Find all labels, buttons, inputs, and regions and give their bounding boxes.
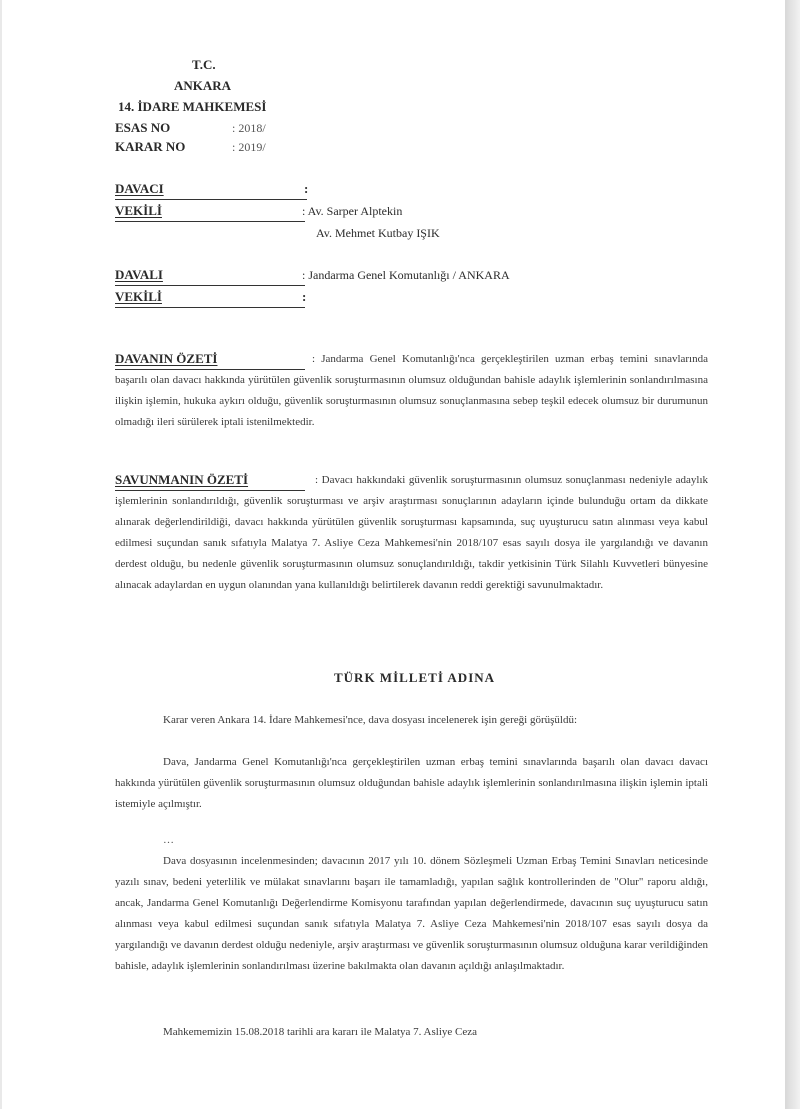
vekili-value-1: : Av. Sarper Alptekin [302, 204, 403, 218]
body-paragraph-4: Mahkememizin 15.08.2018 tarihli ara kararı ile Malatya 7. Asliye Ceza [163, 1026, 478, 1038]
defense-label: SAVUNMANIN ÖZETİ [115, 472, 249, 487]
header-tc: T.C. [192, 57, 216, 72]
body-paragraph-2: Dava, Jandarma Genel Komutanlığı'nca gerçekleştirilen uzman erbaş temini sınavlarında başarılı olan davacı davacı hakkında yürütülen güvenlik soruşturmasının olumsuz olduğundan bahisle adaylık işlemlerinin sonlandırılmasına ilişkin işlemin iptali istemiyle açılmıştır. [115, 756, 708, 810]
vekili-underline [115, 221, 305, 222]
vekili-label: VEKİLİ [115, 203, 162, 218]
body-paragraph-1: Karar veren Ankara 14. İdare Mahkemesi'nce, dava dosyası incelenerek işin gereği görüşüldü: [163, 714, 578, 726]
davali-label: DAVALI [115, 267, 163, 282]
document-page [2, 0, 785, 1109]
summary-text: : Jandarma Genel Komutanlığı'nca gerçekleştirilen uzman erbaş temini sınavlarında başarılı olan davacı hakkında yürütülen güvenlik soruşturmasının olumsuz olduğundan bahisle adaylık işlemlerinin sonlandırılmasına ilişkin işlemin, hukuka aykırı olduğu, güvenlik soruşturmasının olumsuz sonuçlanmasına sebep teşkil edecek olumsuz bir durumunun olmadığı ileri sürülerek iptali istenilmektedir. [115, 353, 708, 428]
body-ellipsis: … [163, 834, 174, 846]
davaci-colon: : [304, 181, 309, 196]
vekili2-underline [115, 307, 305, 308]
vekili-value-2: Av. Mehmet Kutbay IŞIK [316, 226, 440, 240]
davaci-label: DAVACI [115, 181, 164, 196]
davali-value: : Jandarma Genel Komutanlığı / ANKARA [302, 268, 510, 282]
davaci-underline [115, 199, 307, 200]
karar-value: : 2019/ [232, 140, 266, 154]
header-court: 14. İDARE MAHKEMESİ [118, 99, 267, 114]
karar-label: KARAR NO [115, 139, 186, 154]
vekili2-colon: : [302, 289, 307, 304]
esas-label: ESAS NO [115, 120, 171, 135]
summary-label: DAVANIN ÖZETİ [115, 351, 218, 366]
header-city: ANKARA [174, 78, 232, 93]
page-edge-shadow [785, 0, 800, 1109]
davali-underline [115, 285, 305, 286]
defense-text: : Davacı hakkındaki güvenlik soruşturmasının olumsuz sonuçlanması nedeniyle adaylık işlemlerinin sonlandırıldığı, güvenlik soruşturması ve arşiv araştırması sonuçlarının adayların içinde bulunduğu ortam da dikkate alınarak değerlendirildiği, davacı hakkında yürütülen güvenlik soruşturması kapsamında, suç uyuşturucu satın alınması veya kabul edilmesi suçundan sanık sıfatıyla Malatya 7. Asliye Ceza Mahkemesi'nin 2018/107 esas sayılı dosya ile yargılandığı ve davanın derdest olduğu, bu nedenle güvenlik soruşturmasının olumsuz sonuçlandırıldığı, takdir yetkisinin Türk Silahlı Kuvvetleri bünyesine alınacak adaylardan en uygun olanından yana kullanıldığı belirtilerek davanın reddi gerektiği savunulmaktadır. [115, 474, 708, 591]
body-paragraph-3: Dava dosyasının incelenmesinden; davacının 2017 yılı 10. dönem Sözleşmeli Uzman Erbaş Temini Sınavları neticesinde yazılı sınav, bedeni yeterlilik ve mülakat sınavlarını başarı ile tamamladığı, yapılan sağlık kontrollerinden de "Olur" raporu aldığı, ancak, Jandarma Genel Komutanlığı Değerlendirme Komisyonu tarafından yapılan değerlendirmede, davacının suç uyuşturucu satın alınması veya kabul edilmesi suçundan sanık sıfatıyla Malatya 7. Asliye Ceza Mahkemesi'nin 2018/107 esas sayılı dosya da yargılandığı ve davanın derdest olduğu nedeniyle, arşiv araştırması ve güvenlik soruşturmasının olumsuz olduğuna karar verildiğinden bahisle, adaylık işlemlerinin sonlandırılması üzerine bakılmakta olan davanın açıldığı anlaşılmaktadır. [115, 855, 708, 972]
vekili2-label: VEKİLİ [115, 289, 162, 304]
verdict-title: TÜRK MİLLETİ ADINA [334, 670, 496, 685]
esas-value: : 2018/ [232, 121, 266, 135]
